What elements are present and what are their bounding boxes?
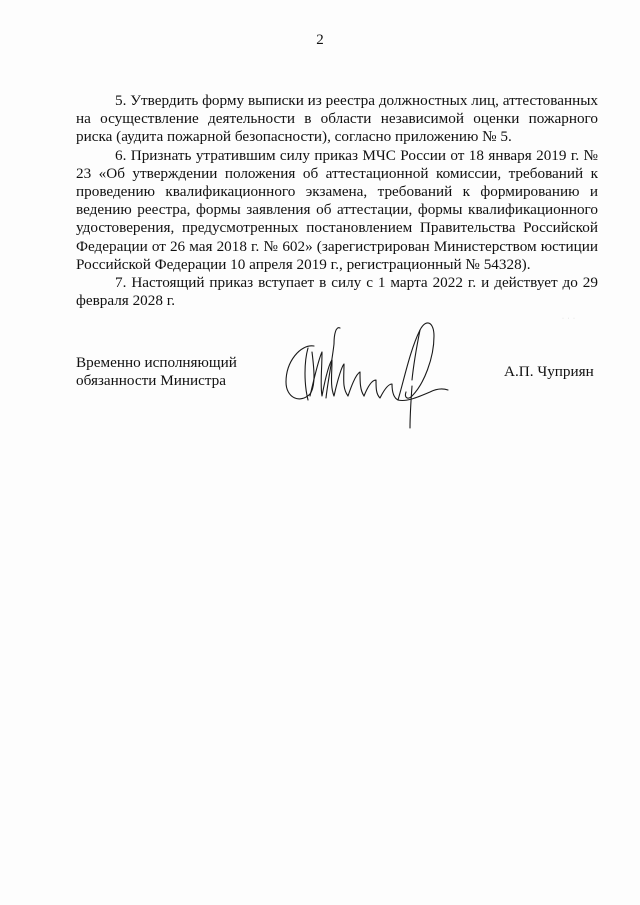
- signer-title-line-1: Временно исполняющий: [76, 354, 237, 371]
- scan-speck: · · ·: [562, 316, 576, 322]
- handwritten-signature: [270, 300, 450, 430]
- signer-title: [76, 354, 237, 390]
- paragraph-item-5: 5. Утвердить форму выписки из реестра должностных лиц, аттестованных на осуществление деятельности в области независимой оценки пожарного риска (аудита пожарной безопасности), согласно приложению № 5.: [76, 92, 598, 146]
- paragraph-item-7: 7. Настоящий приказ вступает в силу с 1 марта 2022 г. и действует до 29 февраля 2028 г.: [76, 274, 598, 310]
- signer-title-line-2: обязанности Министра: [76, 372, 226, 390]
- signer-name: А.П. Чуприян: [504, 363, 594, 380]
- page-number: 2: [316, 32, 324, 48]
- paragraph-item-6: 6. Признать утратившим силу приказ МЧС России от 18 января 2019 г. № 23 «Об утверждении положения об аттестационной комиссии, требований к проведению квалификационного экзамена, требований к формированию и ведению реестра, формы заявления об аттестации, формы квалификационного удостоверения, предусмотренных постановлением Правительства Российской Федерации от 26 мая 2018 г. № 602» (зарегистрирован Министерством юстиции Российской Федерации 10 апреля 2019 г., регистрационный № 54328).: [76, 146, 598, 273]
